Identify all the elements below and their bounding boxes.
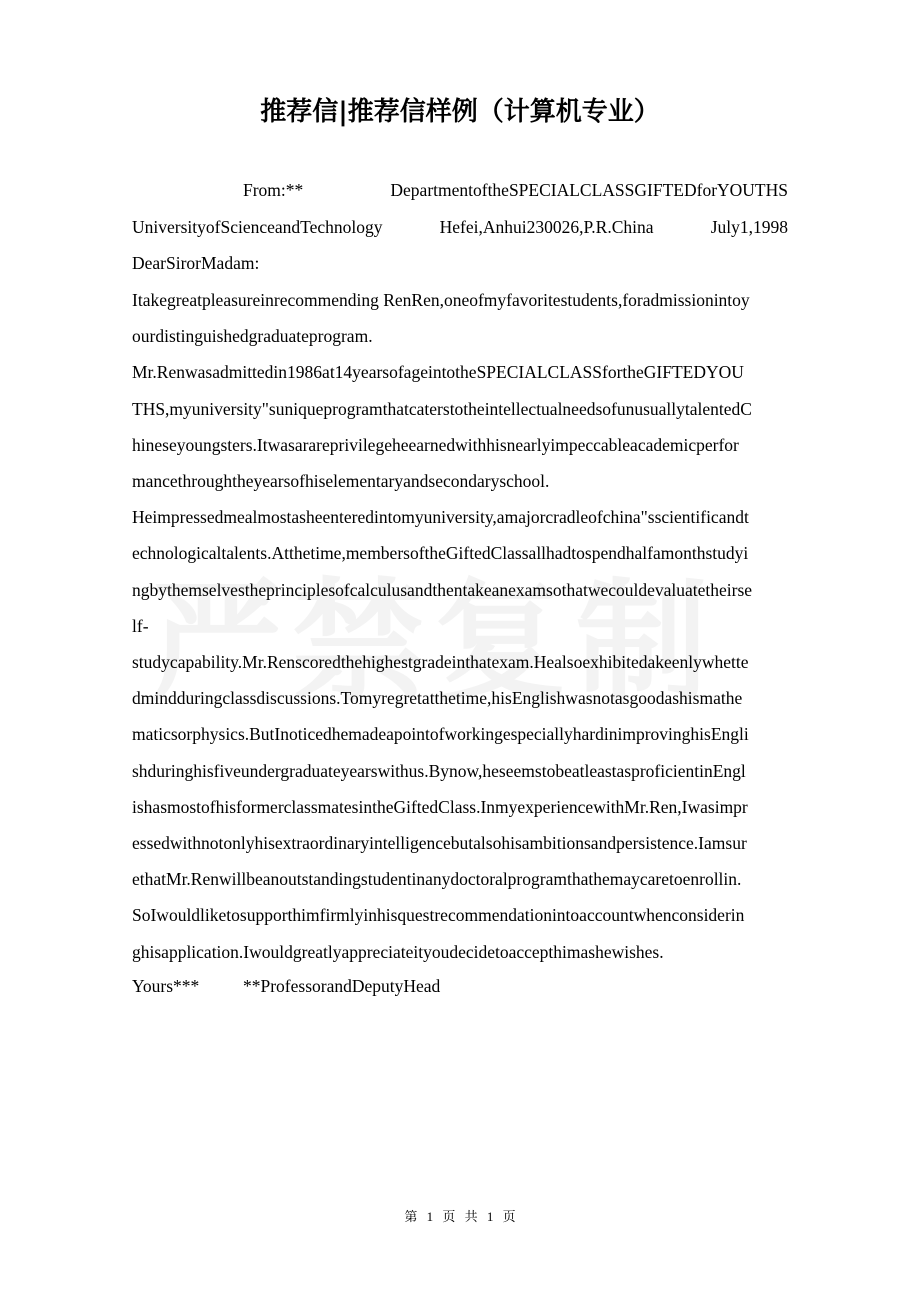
department-name: DepartmentoftheSPECIALCLASSGIFTEDforYOUTHS xyxy=(390,180,788,200)
university-name: UniversityofScienceandTechnology xyxy=(132,217,383,237)
body-line: essedwithnotonlyhisextraordinaryintelligencebutalsohisambitionsandpersistence.Iamsur xyxy=(132,833,747,853)
body-line: ghisapplication.Iwouldgreatlyappreciateityoudecidetoaccepthimashewishes. xyxy=(132,942,664,962)
body-line: ethatMr.Renwillbeanoutstandingstudentinanydoctoralprogramthathemaycaretoenrollin. xyxy=(132,869,742,889)
body-line: Mr.Renwasadmittedin1986at14yearsofageintotheSPECIALCLASSfortheGIFTEDYOU xyxy=(132,362,744,382)
body-line: ourdistinguishedgraduateprogram. xyxy=(132,326,373,346)
letter-date: July1,1998 xyxy=(710,217,788,237)
body-line: maticsorphysics.ButInoticedhemadeapointofworkingespeciallyhardinimprovinghisEngli xyxy=(132,724,749,744)
body-line: lf- xyxy=(132,616,149,636)
body-line: ishasmostofhisformerclassmatesintheGiftedClass.InmyexperiencewithMr.Ren,Iwasimpr xyxy=(132,797,748,817)
closing-line xyxy=(132,968,788,1004)
body-line: dmindduringclassdiscussions.Tomyregretatthetime,hisEnglishwasnotasgoodashismathe xyxy=(132,688,743,708)
body-line: hineseyoungsters.Itwasarareprivilegeheearnedwithhisnearlyimpeccableacademicperfor xyxy=(132,435,739,455)
closing-yours: Yours*** xyxy=(132,976,200,996)
document-title: 推荐信|推荐信样例（计算机专业） xyxy=(260,97,660,127)
body-line: Itakegreatpleasureinrecommending RenRen,oneofmyfavoritestudents,foradmissionintoy xyxy=(132,290,750,310)
salutation: DearSirorMadam: xyxy=(132,253,260,273)
body-line: ngbythemselvestheprinciplesofcalculusandthentakeanexamsothatwecouldevaluatetheirse xyxy=(132,580,753,600)
body-line: shduringhisfiveundergraduateyearswithus.Bynow,heseemstobeatleastasproficientinEngl xyxy=(132,761,746,781)
body-line: mancethroughtheyearsofhiselementaryandsecondaryschool. xyxy=(132,471,550,491)
body-line: SoIwouldliketosupporthimfirmlyinhisquestrecommendationintoaccountwhenconsiderin xyxy=(132,905,745,925)
address-line xyxy=(132,209,788,245)
body-line: Heimpressedmealmostasheenteredintomyuniversity,amajorcradleofchina"sscientificandt xyxy=(132,507,749,527)
from-line xyxy=(132,172,788,208)
address: Hefei,Anhui230026,P.R.China xyxy=(439,217,654,237)
body-line: echnologicaltalents.Atthetime,membersoftheGiftedClassallhadtospendhalfamonthstudyi xyxy=(132,543,749,563)
body-line: THS,myuniversity"suniqueprogramthatcaterstotheintellectualneedsofunusuallytalentedC xyxy=(132,399,752,419)
closing-signature: **ProfessorandDeputyHead xyxy=(243,976,441,996)
page-footer: 第 1 页 共 1 页 xyxy=(404,1209,516,1224)
from-label: From:** xyxy=(243,180,304,200)
body-line: studycapability.Mr.Renscoredthehighestgradeinthatexam.Healsoexhibitedakeenlywhette xyxy=(132,652,749,672)
